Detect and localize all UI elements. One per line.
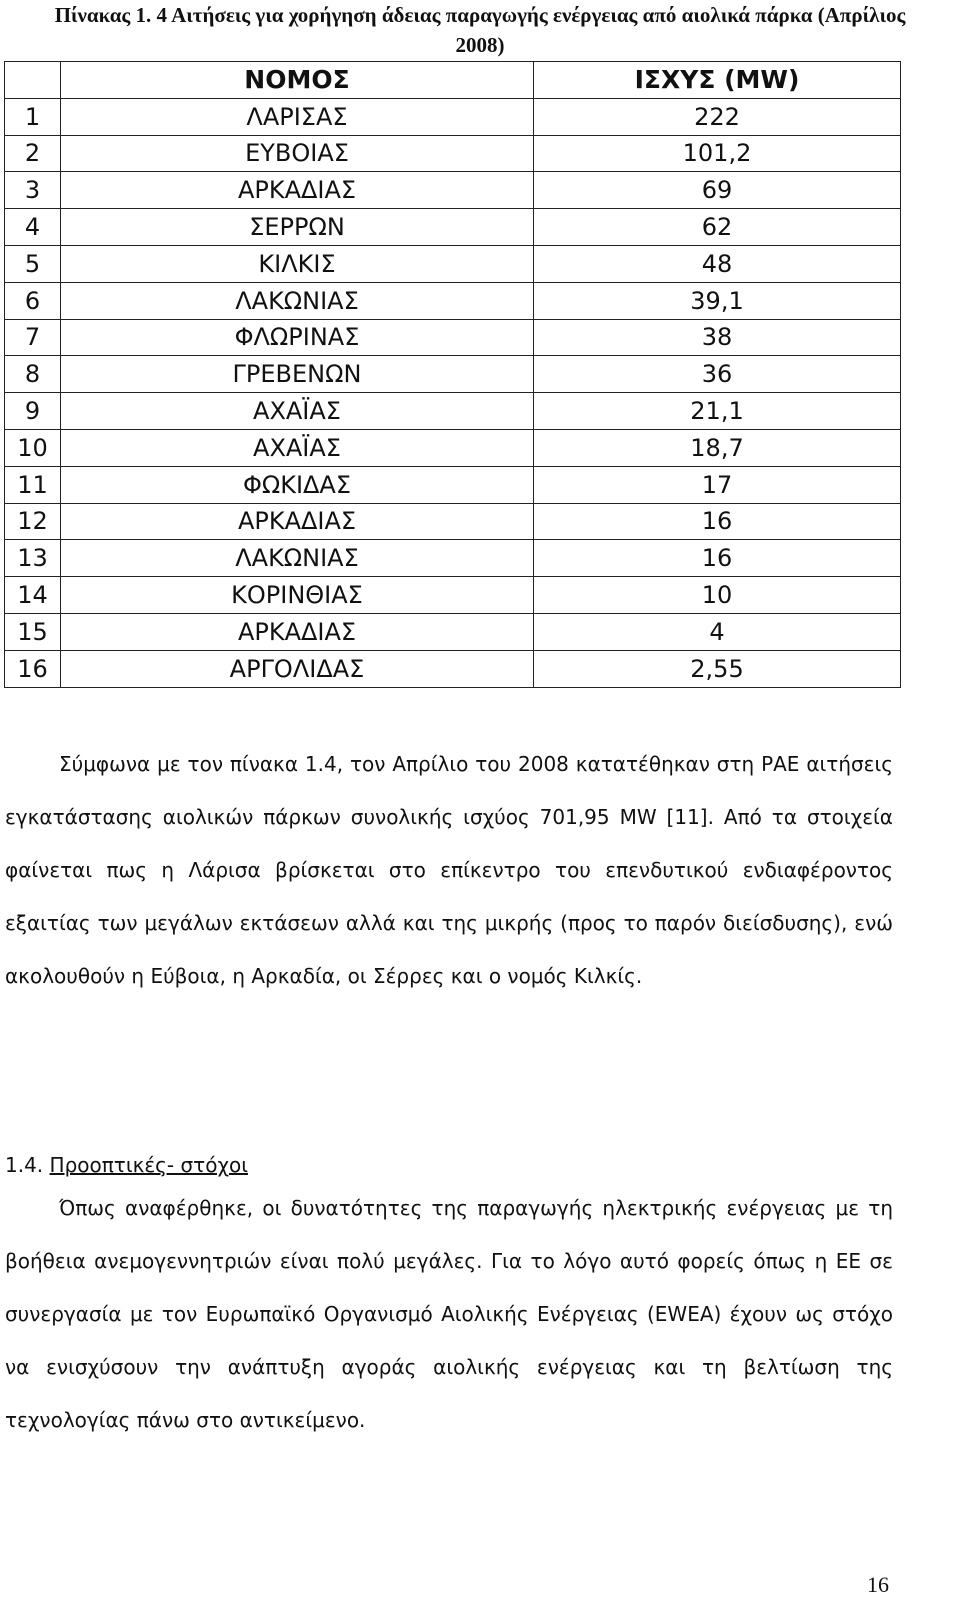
row-capacity: 10: [534, 577, 901, 614]
table-row: [5, 650, 901, 687]
header-prefecture: ΝΟΜΟΣ: [61, 62, 534, 99]
row-prefecture: ΦΩΚΙΔΑΣ: [61, 466, 534, 503]
table-row: [5, 540, 901, 577]
body-paragraph-2: Όπως αναφέρθηκε, οι δυνατότητες της παραγωγής ηλεκτρικής ενέργειας με τη βοήθεια ανεμογεννητριών είναι πολύ μεγάλες. Για το λόγο αυτό φορείς όπως η ΕΕ σε συνεργασία με τον Ευρωπαϊκό Οργανισμό Αιολικής Ενέργειας (EWEA) έχουν ως στόχο να ενισχύσουν την ανάπτυξη αγοράς αιολικής ενέργειας και τη βελτίωση της τεχνολογίας πάνω στο αντικείμενο.: [5, 1196, 893, 1432]
row-capacity: 4: [534, 613, 901, 650]
row-prefecture: ΛΑΚΩΝΙΑΣ: [61, 540, 534, 577]
row-prefecture: ΑΡΚΑΔΙΑΣ: [61, 172, 534, 209]
row-prefecture: ΓΡΕΒΕΝΩΝ: [61, 356, 534, 393]
row-capacity: 16: [534, 503, 901, 540]
row-capacity: 39,1: [534, 282, 901, 319]
row-index: 9: [5, 393, 61, 430]
row-capacity: 38: [534, 319, 901, 356]
body-paragraph-1: Σύμφωνα με τον πίνακα 1.4, τον Απρίλιο του 2008 κατατέθηκαν στη ΡΑΕ αιτήσεις εγκατάστασης αιολικών πάρκων συνολικής ισχύος 701,95 MW [11]. Από τα στοιχεία φαίνεται πως η Λάρισα βρίσκεται στο επίκεντρο του επενδυτικού ενδιαφέροντος εξαιτίας των μεγάλων εκτάσεων αλλά και της μικρής (προς το παρόν διείσδυσης), ενώ ακολουθούν η Εύβοια, η Αρκαδία, οι Σέρρες και ο νομός Κιλκίς.: [5, 752, 893, 988]
row-index: 13: [5, 540, 61, 577]
row-index: 11: [5, 466, 61, 503]
row-index: 12: [5, 503, 61, 540]
row-capacity: 101,2: [534, 135, 901, 172]
caption-line-2: 2008): [455, 33, 505, 57]
row-prefecture: ΑΡΚΑΔΙΑΣ: [61, 503, 534, 540]
row-prefecture: ΑΧΑΪΑΣ: [61, 429, 534, 466]
row-index: 15: [5, 613, 61, 650]
table-row: [5, 503, 901, 540]
row-prefecture: ΑΡΓΟΛΙΔΑΣ: [61, 650, 534, 687]
row-capacity: 17: [534, 466, 901, 503]
row-prefecture: ΚΙΛΚΙΣ: [61, 245, 534, 282]
row-prefecture: ΑΡΚΑΔΙΑΣ: [61, 613, 534, 650]
row-index: 4: [5, 209, 61, 246]
row-prefecture: ΣΕΡΡΩΝ: [61, 209, 534, 246]
table-row: [5, 356, 901, 393]
table-row: [5, 98, 901, 135]
table-caption: [0, 0, 960, 60]
section-title: Προοπτικές- στόχοι: [49, 1153, 249, 1177]
table-row: [5, 245, 901, 282]
header-index: [5, 62, 61, 99]
row-index: 16: [5, 650, 61, 687]
row-capacity: 16: [534, 540, 901, 577]
row-index: 14: [5, 577, 61, 614]
table-header-row: [5, 62, 901, 99]
row-capacity: 69: [534, 172, 901, 209]
row-capacity: 36: [534, 356, 901, 393]
row-index: 1: [5, 98, 61, 135]
row-prefecture: ΕΥΒΟΙΑΣ: [61, 135, 534, 172]
row-index: 3: [5, 172, 61, 209]
row-capacity: 48: [534, 245, 901, 282]
row-prefecture: ΚΟΡΙΝΘΙΑΣ: [61, 577, 534, 614]
section-heading: [5, 1145, 248, 1185]
table-row: [5, 209, 901, 246]
row-capacity: 62: [534, 209, 901, 246]
row-prefecture: ΦΛΩΡΙΝΑΣ: [61, 319, 534, 356]
caption-line-1: Πίνακας 1. 4 Αιτήσεις για χορήγηση άδειας παραγωγής ενέργειας από αιολικά πάρκα (Απρίλιος: [54, 3, 906, 27]
row-index: 6: [5, 282, 61, 319]
row-capacity: 21,1: [534, 393, 901, 430]
row-index: 7: [5, 319, 61, 356]
row-capacity: 2,55: [534, 650, 901, 687]
row-capacity: 222: [534, 98, 901, 135]
table-row: [5, 466, 901, 503]
row-index: 8: [5, 356, 61, 393]
table-row: [5, 319, 901, 356]
table-row: [5, 282, 901, 319]
row-prefecture: ΑΧΑΪΑΣ: [61, 393, 534, 430]
wind-park-applications-table: [4, 61, 901, 688]
row-index: 2: [5, 135, 61, 172]
header-capacity: ΙΣΧΥΣ (MW): [534, 62, 901, 99]
row-prefecture: ΛΑΚΩΝΙΑΣ: [61, 282, 534, 319]
table-row: [5, 135, 901, 172]
table-row: [5, 172, 901, 209]
row-index: 5: [5, 245, 61, 282]
table-row: [5, 429, 901, 466]
page-number: 16: [867, 1572, 889, 1597]
table-row: [5, 577, 901, 614]
row-capacity: 18,7: [534, 429, 901, 466]
table-row: [5, 613, 901, 650]
table-row: [5, 393, 901, 430]
row-prefecture: ΛΑΡΙΣΑΣ: [61, 98, 534, 135]
row-index: 10: [5, 429, 61, 466]
section-number: 1.4.: [5, 1153, 44, 1177]
